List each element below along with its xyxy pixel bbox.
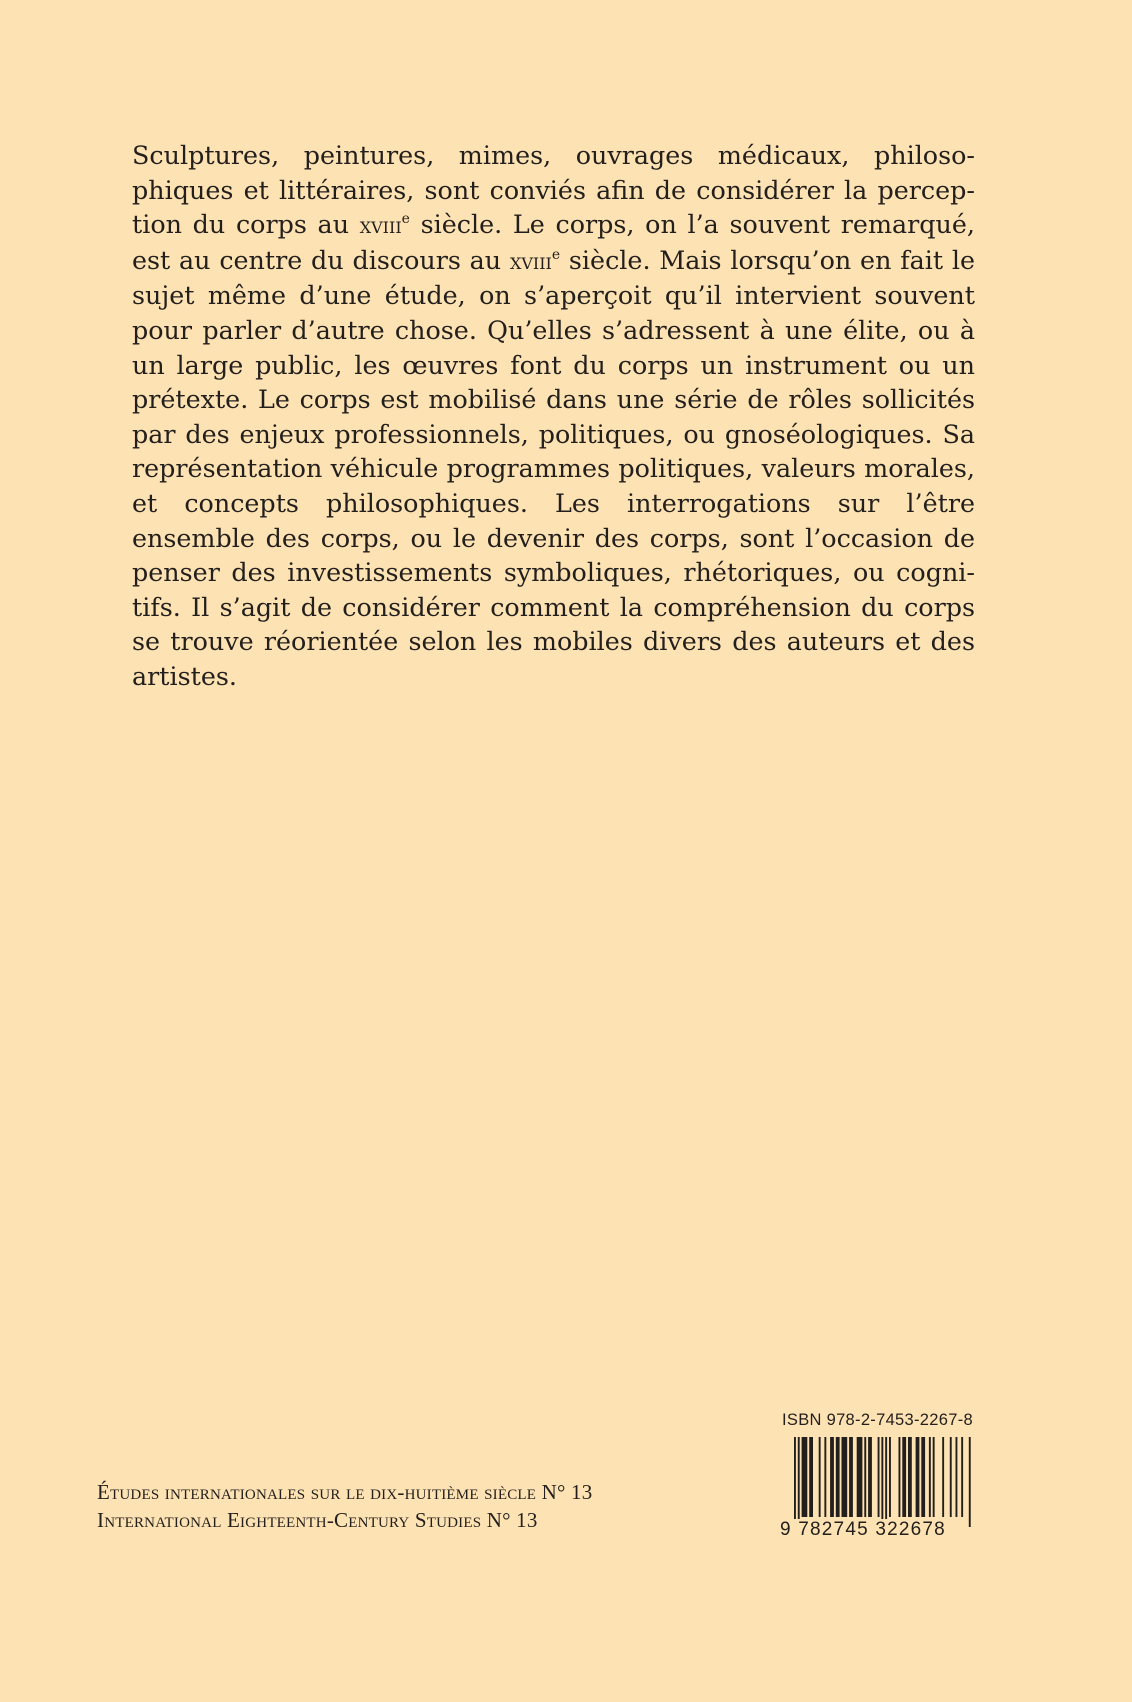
blurb-line: par des enjeux professionnels, politiques, ou gnoséologiques. Sa (132, 418, 975, 449)
blurb-line: phiques et littéraires, sont conviés afin de considérer la percep- (132, 174, 975, 205)
blurb-line: représentation véhicule programmes politiques, valeurs morales, (132, 453, 975, 484)
barcode-guard-bar (794, 1437, 796, 1527)
blurb-line: est au centre du discours au xviii$^e$ siècle. Mais lorsqu’on en fait le (132, 244, 975, 275)
barcode-bar (878, 1437, 880, 1517)
barcode-bar (809, 1437, 813, 1517)
barcode-bar (864, 1437, 866, 1517)
series-info (97, 1478, 592, 1534)
blurb-line: artistes. (132, 660, 237, 691)
barcode-bar (908, 1437, 912, 1517)
blurb-line: se trouve réorientée selon les mobiles divers des auteurs et des (132, 626, 975, 657)
barcode-guard-bar (798, 1437, 800, 1527)
barcode-bar (899, 1437, 901, 1517)
barcode-bar (916, 1437, 920, 1517)
ordinal-superscript: e (551, 247, 561, 264)
blurb-line: et concepts philosophiques. Les interrogations sur l’être (132, 487, 975, 518)
ean-digits: 9 782745 322678 (780, 1519, 946, 1540)
blurb-line: prétexte. Le corps est mobilisé dans une série de rôles sollicités (132, 384, 975, 415)
barcode-bar (857, 1437, 863, 1517)
barcode-guard-bar (969, 1437, 971, 1527)
century-numeral: xviii (509, 246, 552, 275)
barcode-bar (929, 1437, 931, 1517)
isbn-barcode (780, 1411, 972, 1543)
blurb-line: ensemble des corps, ou le devenir des corps, sont l’occasion de (132, 522, 975, 553)
blurb-line: tifs. Il s’agit de considérer comment la compréhension du corps (132, 591, 975, 622)
blurb-line: un large public, les œuvres font du corps un instrument ou un (132, 349, 975, 380)
barcode-bar (868, 1437, 872, 1517)
series-title-english: International Eighteenth-Century Studies N° 13 (97, 1508, 538, 1532)
barcode-bar (950, 1437, 952, 1517)
century-numeral: xviii (359, 211, 402, 240)
barcode-bar (961, 1437, 963, 1517)
barcode-bar (933, 1437, 935, 1517)
blurb-line: penser des investissements symboliques, rhétoriques, ou cogni- (132, 557, 975, 588)
blurb-line: pour parler d’autre chose. Qu’elles s’adressent à une élite, ou à (132, 314, 975, 345)
barcode-bar (902, 1437, 906, 1517)
barcode-bar (849, 1437, 853, 1517)
barcode-bar (956, 1437, 958, 1517)
barcode-bar (802, 1437, 808, 1517)
blurb-line: sujet même d’une étude, on s’aperçoit qu’il intervient souvent (132, 280, 975, 311)
barcode-bar (819, 1437, 821, 1517)
barcode-guard-bar (881, 1437, 883, 1527)
ordinal-superscript: e (401, 211, 410, 228)
barcode-bar (942, 1437, 944, 1517)
blurb-paragraph (132, 138, 975, 694)
blurb-line: tion du corps au xviii$^e$ siècle. Le corps, on l’a souvent remarqué, (132, 209, 975, 240)
barcode-bar (836, 1437, 840, 1517)
barcode-bar (824, 1437, 826, 1517)
isbn-label: ISBN 978-2-7453-2267-8 (782, 1411, 973, 1429)
barcode-bar (842, 1437, 848, 1517)
barcode-bar (889, 1437, 891, 1517)
blurb-line: Sculptures, peintures, mimes, ouvrages médicaux, philoso- (132, 140, 975, 170)
barcode-bars (780, 1437, 972, 1529)
barcode-guard-bar (885, 1437, 887, 1527)
barcode-bar (921, 1437, 925, 1517)
barcode-bar (830, 1437, 834, 1517)
series-title-french: Études internationales sur le dix-huitième siècle N° 13 (97, 1480, 593, 1504)
